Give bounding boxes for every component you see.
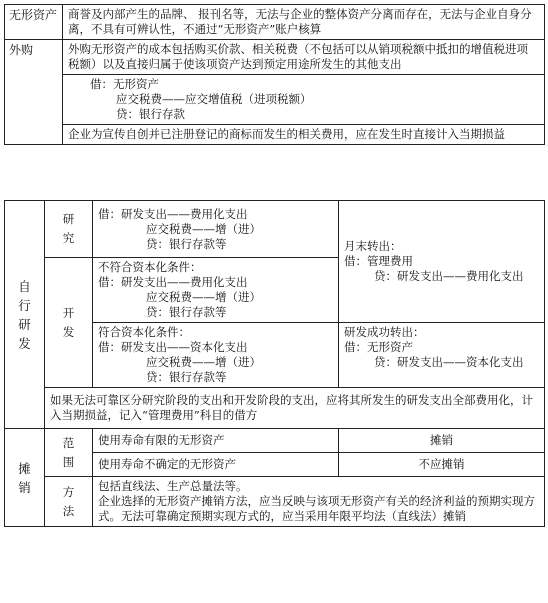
table-row: [5, 5, 545, 40]
row-label-fanwei: 范围: [45, 429, 93, 477]
table-row: [5, 75, 545, 125]
entry-line: 贷：银行存款: [116, 107, 185, 121]
kaifa-capitalized-entry: [93, 323, 339, 388]
row-label-tanxiao: 摊销: [5, 429, 45, 527]
fanwei-indefinite-life: 使用寿命不确定的无形资产: [93, 453, 339, 477]
entry-line: 借：研发支出——费用化支出: [98, 207, 248, 221]
intangible-basics-table: [4, 4, 545, 145]
entry-line: 贷：银行存款等: [146, 305, 227, 319]
row-label-wuxing: 无形资产: [5, 5, 63, 40]
table-row: [5, 40, 545, 75]
entry-line: 借：研发支出——资本化支出: [98, 340, 248, 354]
entry-line: 企业选择的无形资产摊销方法，应当反映与该项无形资产有关的经济利益的预期实现方式。无法可靠确定预期实现方式的，应当采用年限平均法（直线法）摊销: [98, 494, 535, 523]
entry-title: 研发成功转出：: [344, 325, 425, 339]
fanwei-limited-life: 使用寿命有限的无形资产: [93, 429, 339, 453]
self-rd-amortization-table: [4, 200, 545, 527]
entry-line: 应交税费——增（进）: [146, 290, 261, 304]
entry-line: 贷：银行存款等: [146, 237, 227, 251]
kaifa-not-capitalized-entry: [93, 258, 339, 323]
waigou-journal-entry: [63, 75, 545, 125]
row-label-zixing: 自行研发: [5, 201, 45, 429]
row-label-yanjiu: 研究: [45, 201, 93, 258]
entry-line: 应交税费——增（进）: [146, 355, 261, 369]
entry-line: 贷：银行存款等: [146, 370, 227, 384]
entry-line: 贷：研发支出——资本化支出: [374, 355, 524, 369]
entry-title: 月末转出：: [344, 239, 402, 253]
row-label-waigou: 外购: [5, 40, 63, 145]
entry-title: 符合资本化条件：: [98, 325, 190, 339]
row-label-fangfa: 方法: [45, 477, 93, 527]
row-label-kaifa: 开发: [45, 258, 93, 388]
fanwei-limited-value: 摊销: [339, 429, 545, 453]
waigou-trademark-note: 企业为宣传自创并已注册登记的商标而发生的相关费用，应在发生时直接计入当期损益: [63, 125, 545, 145]
entry-line: 借：研发支出——费用化支出: [98, 275, 248, 289]
entry-title: 不符合资本化条件：: [98, 260, 202, 274]
fangfa-description: [93, 477, 545, 527]
table-row: [5, 201, 545, 258]
waigou-cost-description: 外购无形资产的成本包括购买价款、相关税费（不包括可以从销项税额中抵扣的增值税进项税额）以及直接归属于使该项资产达到预定用途所发生的其他支出: [63, 40, 545, 75]
table-row: [5, 477, 545, 527]
month-end-transfer: [339, 201, 545, 323]
table-row: [5, 429, 545, 453]
rd-success-transfer: [339, 323, 545, 388]
fanwei-indefinite-value: 不应摊销: [339, 453, 545, 477]
entry-line: 包括直线法、生产总量法等。: [98, 479, 248, 493]
wuxing-description: 商誉及内部产生的品牌、 报刊名等，无法与企业的整体资产分离而存在，无法与企业自身分离，不具有可辨认性，不通过“无形资产”账户核算: [63, 5, 545, 40]
entry-line: 借：无形资产: [344, 340, 413, 354]
table-row: [5, 388, 545, 429]
rd-undistinguishable-note: 如果无法可靠区分研究阶段的支出和开发阶段的支出，应将其所发生的研发支出全部费用化，计入当期损益，记入“管理费用”科目的借方: [45, 388, 545, 429]
entry-line: 应交税费——增（进）: [146, 222, 261, 236]
entry-line: 借：管理费用: [344, 254, 413, 268]
entry-line: 借：无形资产: [90, 77, 159, 91]
entry-line: 应交税费——应交增值税（进项税额）: [116, 92, 312, 106]
table-row: [5, 125, 545, 145]
yanjiu-entry: [93, 201, 339, 258]
entry-line: 贷：研发支出——费用化支出: [374, 269, 524, 283]
